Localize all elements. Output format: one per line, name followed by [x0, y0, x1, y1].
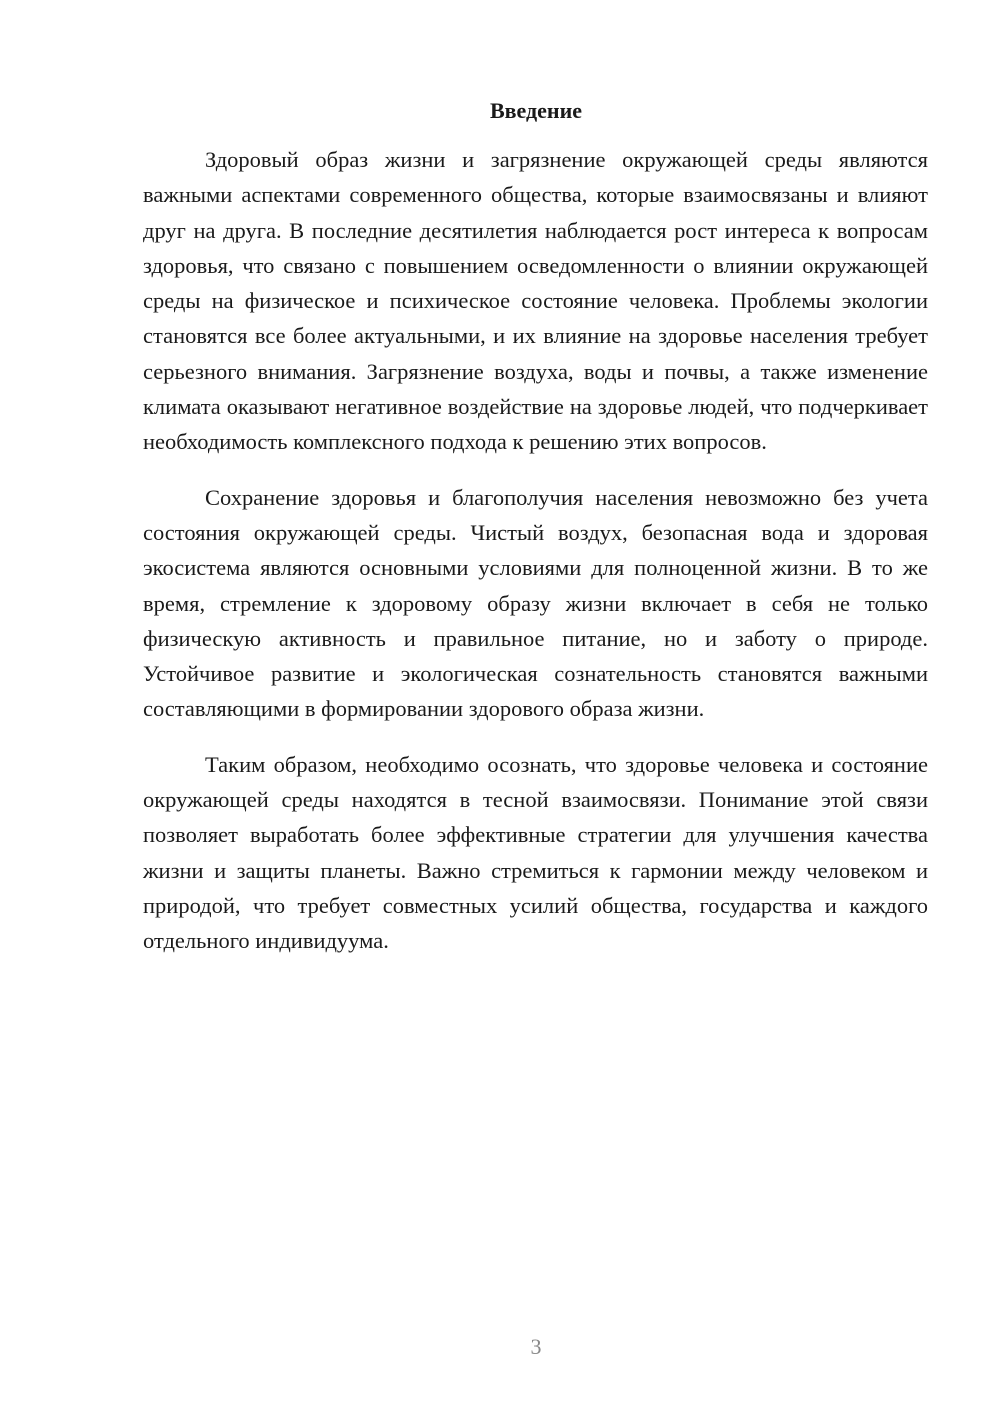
- section-title: Введение: [489, 98, 583, 123]
- body-text: [143, 142, 928, 979]
- paragraph-2: Сохранение здоровья и благополучия населения невозможно без учета состояния окружающей среды. Чистый воздух, безопасная вода и здоровая экосистема являются основными условиями для полноценной жизни. В то же время, стремление к здоровому образу жизни включает в себя не только физическую активность и правильное питание, но и заботу о природе. Устойчивое развитие и экологическая сознательность становятся важными составляющими в формировании здорового образа жизни.: [143, 484, 928, 722]
- page-number: 3: [530, 1334, 542, 1359]
- paragraph-3: Таким образом, необходимо осознать, что здоровье человека и состояние окружающей среды находятся в тесной взаимосвязи. Понимание этой связи позволяет выработать более эффективные стратегии для улучшения качества жизни и защиты планеты. Важно стремиться к гармонии между человеком и природой, что требует совместных усилий общества, государства и каждого отдельного индивидуума.: [143, 751, 928, 954]
- paragraph-1: Здоровый образ жизни и загрязнение окружающей среды являются важными аспектами современного общества, которые взаимосвязаны и влияют друг на друга. В последние десятилетия наблюдается рост интереса к вопросам здоровья, что связано с повышением осведомленности о влиянии окружающей среды на физическое и психическое состояние человека. Проблемы экологии становятся все более актуальными, и их влияние на здоровье населения требует серьезного внимания. Загрязнение воздуха, воды и почвы, а также изменение климата оказывают негативное воздействие на здоровье людей, что подчеркивает необходимость комплексного подхода к решению этих вопросов.: [143, 147, 928, 455]
